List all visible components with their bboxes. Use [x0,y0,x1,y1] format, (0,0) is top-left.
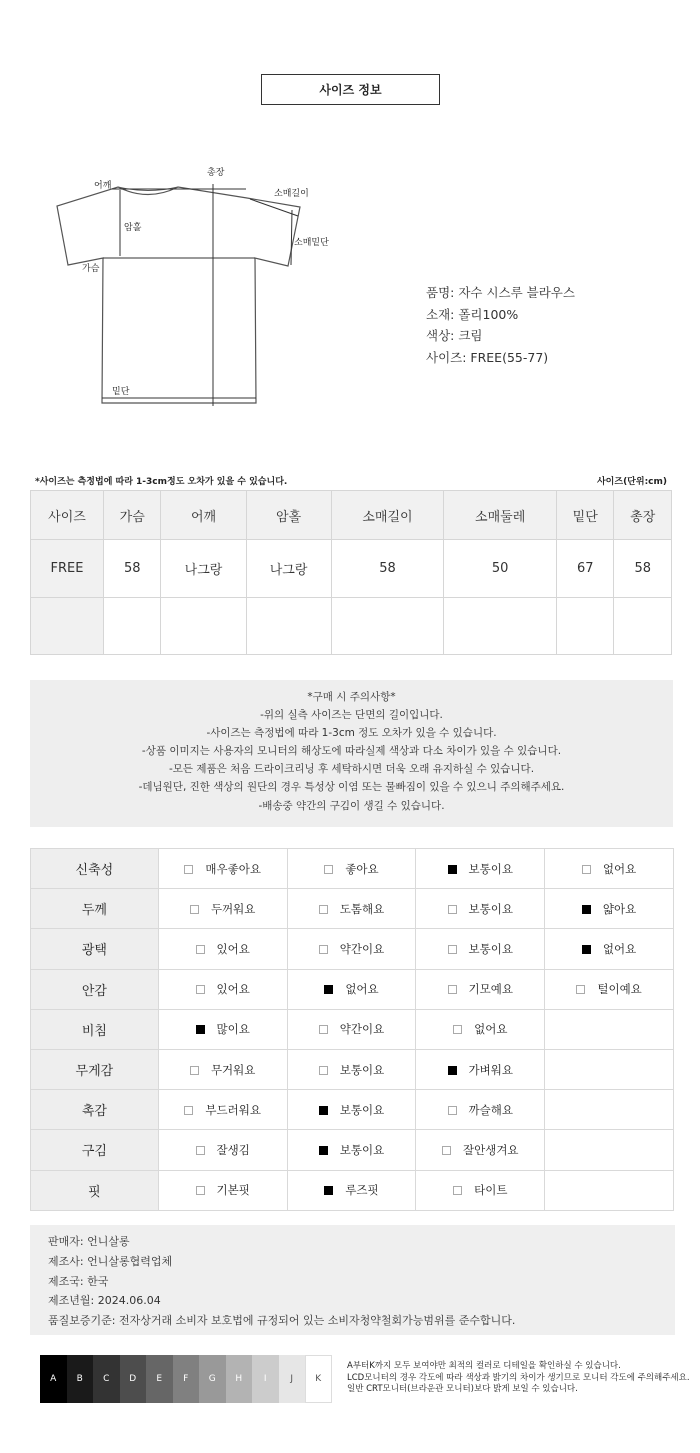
table-cell: 나그랑 [161,540,246,598]
attribute-row [31,1049,674,1089]
checked-box-icon [582,945,591,954]
checked-box-icon [324,1186,333,1195]
checked-box-icon [448,865,457,874]
attribute-option [287,849,416,889]
table-cell: FREE [31,540,104,598]
attribute-option-label: 보통이요 [339,1062,385,1077]
attribute-option-label: 무거워요 [210,1062,256,1077]
attribute-option [287,969,416,1009]
attribute-option-label: 털이예요 [597,982,642,997]
tshirt-diagram [50,160,340,415]
checked-box-icon [324,985,333,994]
table-cell: 67 [557,540,614,598]
unchecked-box-icon [319,905,328,914]
product-size: 사이즈: FREE(55-77) [426,349,549,365]
attribute-option-label: 얇아요 [602,901,637,916]
size-note: *사이즈는 측정법에 따라 1-3cm정도 오차가 있을 수 있습니다. [35,477,288,487]
attribute-name: 구김 [31,1130,159,1170]
table-cell [557,598,614,655]
attribute-option [287,929,416,969]
unchecked-box-icon [324,865,333,874]
attribute-option [416,849,545,889]
seller-line: 품질보증기준: 전자상거래 소비자 보호법에 규정되어 있는 소비자청약철회가능범위를 준수합니다. [48,1314,516,1328]
unchecked-box-icon [576,985,585,994]
unchecked-box-icon [196,945,205,954]
caution-line: -사이즈는 측정법에 따라 1-3cm 정도 오차가 있을 수 있습니다. [206,727,497,740]
calibration-notes [347,1361,690,1396]
table-cell: 58 [104,540,161,598]
size-table-header: 사이즈 [31,491,104,540]
unchecked-box-icon [582,865,591,874]
attribute-option-label: 없어요 [345,982,379,997]
attribute-option-label: 타이트 [474,1183,508,1198]
color-swatch: B [67,1355,94,1403]
table-cell: 58 [331,540,444,598]
color-swatch: I [252,1355,279,1403]
unchecked-box-icon [448,905,457,914]
attribute-option [158,929,287,969]
attribute-option-label: 루즈핏 [345,1183,379,1198]
attribute-option [545,929,674,969]
purchase-caution [30,680,673,827]
product-material: 소재: 폴리100% [426,306,519,322]
table-cell: 나그랑 [246,540,331,598]
size-table-header: 소매둘레 [444,491,557,540]
attribute-row [31,1090,674,1130]
empty-cell [545,1170,674,1210]
caution-line: -모든 제품은 처음 드라이크리닝 후 세탁하시면 더욱 오래 유지하실 수 있습니다. [168,763,535,776]
attribute-option-label: 가벼워요 [468,1062,513,1077]
attribute-option-label: 까슬해요 [468,1102,513,1117]
unchecked-box-icon [319,945,328,954]
unchecked-box-icon [442,1146,451,1155]
attribute-name: 핏 [31,1170,159,1210]
attribute-option [287,889,416,929]
attribute-row [31,849,674,889]
attribute-option [287,1009,416,1049]
caution-line: -배송중 약간의 구김이 생길 수 있습니다. [258,799,445,812]
size-unit: 사이즈(단위:cm) [596,477,667,487]
unchecked-box-icon [448,945,457,954]
attribute-option-label: 없어요 [602,861,637,876]
attribute-name: 무게감 [31,1049,159,1089]
attribute-option [416,889,545,929]
attribute-row [31,1170,674,1210]
attribute-option-label: 매우좋아요 [205,861,261,876]
attribute-row [31,1130,674,1170]
table-cell [161,598,246,655]
attribute-option-label: 있어요 [216,982,250,997]
attribute-option [416,1049,545,1089]
attribute-option [158,969,287,1009]
attribute-option-label: 잘안생겨요 [463,1142,519,1157]
total-length-label: 총장 [207,168,225,178]
attribute-option [158,889,287,929]
attribute-option [287,1090,416,1130]
attribute-option-label: 보통이요 [468,861,513,876]
attribute-option [287,1049,416,1089]
attribute-option-label: 보통이요 [339,1102,385,1117]
unchecked-box-icon [184,1106,193,1115]
table-cell [444,598,557,655]
empty-cell [545,1090,674,1130]
unchecked-box-icon [319,1066,328,1075]
unchecked-box-icon [196,985,205,994]
attribute-option-label: 약간이요 [339,941,385,956]
empty-cell [545,1049,674,1089]
attribute-option-label: 좋아요 [345,861,379,876]
attribute-option-label: 많이요 [216,1022,250,1037]
seller-line: 판매자: 언니살롱 [48,1235,130,1248]
caution-line: -데님원단, 진한 색상의 원단의 경우 특성상 이염 또는 물빠짐이 있을 수 있으니 주의해주세요. [138,781,565,794]
product-color: 색상: 크림 [426,328,483,343]
attribute-row [31,969,674,1009]
attribute-option [287,1130,416,1170]
unchecked-box-icon [453,1186,462,1195]
attribute-name: 촉감 [31,1090,159,1130]
attribute-option [158,1130,287,1170]
seller-line: 제조사: 언니살롱협력업체 [48,1254,173,1268]
attribute-row [31,889,674,929]
size-table-header: 어깨 [161,491,246,540]
attribute-option [545,889,674,929]
caution-line: -위의 실측 사이즈는 단면의 길이입니다. [260,709,443,722]
sleeve-length-label: 소매길이 [274,189,309,199]
seller-info [30,1225,675,1335]
unchecked-box-icon [184,865,193,874]
attribute-option [158,1009,287,1049]
seller-line: 제조년월: 2024.06.04 [48,1294,161,1308]
color-swatch: F [173,1355,200,1403]
color-swatch: J [279,1355,306,1403]
size-table [30,490,672,655]
attribute-option-label: 부드러워요 [205,1102,261,1117]
sleeve-hem-label: 소매밑단 [294,238,329,248]
size-table-header-row [31,491,672,540]
table-cell [614,598,672,655]
hem-label: 밑단 [112,387,130,397]
calibration-line: 일반 CRT모니터(브라운관 모니터)보다 밝게 보일 수 있습니다. [347,1384,578,1394]
attribute-option [416,1170,545,1210]
color-swatch: G [199,1355,226,1403]
checked-box-icon [582,905,591,914]
product-name: 품명: 자수 시스루 블라우스 [426,285,575,300]
attribute-name: 광택 [31,929,159,969]
size-table-header: 소매길이 [331,491,444,540]
attribute-option-label: 두꺼워요 [210,901,256,916]
color-swatch: C [93,1355,120,1403]
tshirt-outline-svg [50,160,340,415]
attribute-option-label: 도톰해요 [339,901,385,916]
seller-line: 제조국: 한국 [48,1274,109,1288]
attribute-option [158,1049,287,1089]
unchecked-box-icon [196,1146,205,1155]
caution-line: -상품 이미지는 사용자의 모니터의 해상도에 따라실제 색상과 다소 차이가 있을 수 있습니다. [141,745,562,758]
unchecked-box-icon [448,1106,457,1115]
size-table-header: 총장 [614,491,672,540]
shoulder-label: 어깨 [94,181,112,191]
unchecked-box-icon [190,1066,199,1075]
attribute-option [158,849,287,889]
unchecked-box-icon [196,1186,205,1195]
attribute-option-label: 잘생김 [216,1142,250,1157]
attribute-option [416,929,545,969]
chest-label: 가슴 [82,264,100,274]
attribute-option [416,1090,545,1130]
unchecked-box-icon [448,985,457,994]
table-cell: 50 [444,540,557,598]
attribute-option [287,1170,416,1210]
table-cell: 58 [614,540,672,598]
table-cell [246,598,331,655]
monitor-calibration-swatches [40,1355,332,1403]
unchecked-box-icon [190,905,199,914]
attribute-option [545,969,674,1009]
attribute-option-label: 있어요 [216,941,250,956]
color-swatch: E [146,1355,173,1403]
attribute-name: 두께 [31,889,159,929]
attribute-option-label: 약간이요 [339,1022,385,1037]
attribute-option-label: 기모예요 [468,982,513,997]
table-cell [331,598,444,655]
armhole-label: 암홀 [124,223,142,233]
unchecked-box-icon [319,1025,328,1034]
attribute-name: 비침 [31,1009,159,1049]
color-swatch: H [226,1355,253,1403]
size-table-header: 암홀 [246,491,331,540]
checked-box-icon [319,1106,328,1115]
calibration-line: A부터K까지 모두 보여야만 최적의 컬러로 디테일을 확인하실 수 있습니다. [347,1361,621,1371]
checked-box-icon [319,1146,328,1155]
product-info [426,282,575,368]
attribute-name: 신축성 [31,849,159,889]
attribute-row [31,1009,674,1049]
attribute-option [545,849,674,889]
attribute-option [416,969,545,1009]
unchecked-box-icon [453,1025,462,1034]
color-swatch: A [40,1355,67,1403]
color-swatch: K [305,1355,332,1403]
attribute-option [416,1130,545,1170]
table-row [31,540,672,598]
attribute-name: 안감 [31,969,159,1009]
size-info-title: 사이즈 정보 [261,74,440,105]
attribute-option-label: 없어요 [602,941,637,956]
checked-box-icon [196,1025,205,1034]
attribute-option [158,1170,287,1210]
empty-cell [545,1130,674,1170]
attribute-option [158,1090,287,1130]
attribute-option-label: 없어요 [474,1022,508,1037]
attribute-option [416,1009,545,1049]
attribute-option-label: 기본핏 [216,1183,250,1198]
caution-heading: *구매 시 주의사항* [307,691,396,703]
table-cell [31,598,104,655]
attribute-option-label: 보통이요 [339,1142,385,1157]
attribute-option-label: 보통이요 [468,941,513,956]
color-swatch: D [120,1355,147,1403]
checked-box-icon [448,1066,457,1075]
attribute-row [31,929,674,969]
table-row [31,598,672,655]
table-cell [104,598,161,655]
size-table-header: 가슴 [104,491,161,540]
attribute-option-label: 보통이요 [468,901,513,916]
size-table-header: 밑단 [557,491,614,540]
calibration-line: LCD모니터의 경우 각도에 따라 색상과 밝기의 차이가 생기므로 모니터 각도에 주의해주세요. [347,1372,690,1383]
fabric-attribute-table [30,848,674,1211]
empty-cell [545,1009,674,1049]
